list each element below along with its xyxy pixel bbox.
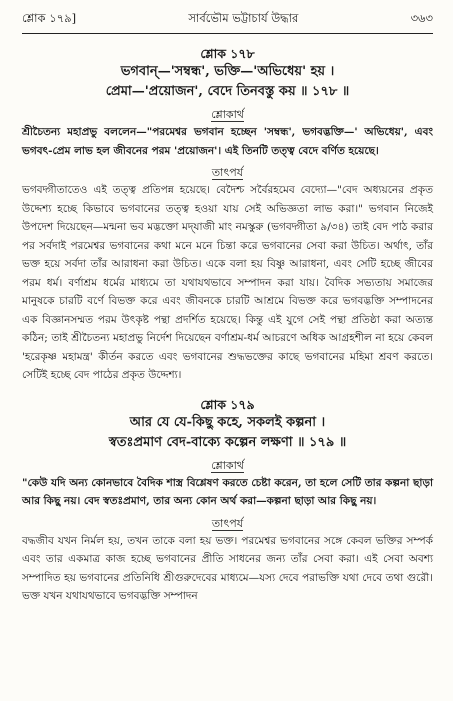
verse-178-line-1: ভগবান্‌—'সম্বন্ধ', ভক্তি—'অভিধেয়' হয় ।: [120, 64, 335, 79]
header-chapter-title: সার্বভৌম ভট্টাচার্য উদ্ধার: [188, 11, 299, 25]
verse-179-translation-heading: শ্লোকার্থ: [211, 458, 244, 472]
verse-178-purport-heading: তাৎপর্য: [211, 166, 244, 179]
header-page-number: ৩৬৩: [410, 11, 433, 25]
verse-179-purport: বদ্ধজীব যখন নির্মল হয়, তখন তাকে বলা হয় ভক্ত। পরমেশ্বর ভগবানের সঙ্গে কেবল ভক্তির সম্পর্ক এবং তার একমাত্র কাজ হচ্ছে ভগবানের প্রীতি সাধনের জন্য তাঁর সেবা করা। এই সেবা অবশ্য সম্পাদিত হয় ভগবানের প্রতিনিধি শ্রীগুরুদেবের মাধ্যমে—যস্য দেবে পরাভক্তি যথা দেবে তথা গুরৌ। ভক্ত যখন যথাযথভাবে ভগবদ্ভক্তি সম্পাদন: [22, 534, 433, 602]
verse-178-translation: শ্রীচৈতন্য মহাপ্রভু বললেন—"পরমেশ্বর ভগবান হচ্ছেন 'সম্বন্ধ', ভগবদ্ভক্তি—' অভিধেয়', এবং ভগবৎ-প্রেম লাভ হল জীবনের পরম 'প্রয়োজন'। এই তিনটি তত্ত্ব বেদে বর্ণিত হয়েছে।: [22, 126, 433, 157]
verse-179-purport-heading: তাৎপর্য: [211, 516, 244, 530]
verse-178-number: শ্লোক ১৭৮: [200, 46, 255, 61]
header-verse-ref: শ্লোক ১৭৯]: [22, 11, 77, 25]
verse-178-purport: ভগবদ্গীতাতেও এই তত্ত্ব প্রতিপন্ন হয়েছে। বেদৈশ্চ সর্বৈরহমেব বেদ্যো—"বেদ অধ্যয়নের প্রকৃত উদ্দেশ্য হচ্ছে কিভাবে ভগবানের তত্ত্ব হওয়া যায় সেই অভিজ্ঞতা লাভ করা।" ভগবান নিজেই উপদেশ দিয়েছেন—মন্মনা ভব মদ্ভক্তো মদ্‌যাজী মাং নমস্কুরু (ভগবদ্গীতা ৯/৩৪) তাই বেদ পাঠ করার পর সর্বদাই পরমেশ্বর ভগবানের কথা মনে মনে চিন্তা করে ভগবানের সেবা করা উচিত। অর্থাৎ, তাঁর ভক্ত হয়ে সর্বদা তাঁর আরাধনা করা উচিত। একে বলা হয় বিষ্ণু আরাধনা, এবং সেটি হচ্ছে জীবের পরম ধর্ম। বর্ণাশ্রম ধর্মের মাধ্যমে তা যথাযথভাবে সম্পাদন করা যায়। বৈদিক সভ্যতায় সমাজের মানুষকে চারটি বর্ণে বিভক্ত করে এবং জীবনকে চারটি আশ্রমে বিভক্ত করে ভগবদ্ভক্তি সম্পাদনের এক বিজ্ঞানসম্মত পরম উৎকৃষ্ট পন্থা প্রদর্শিত হয়েছে। কিন্তু এই যুগে সেই পন্থা প্রতিষ্ঠা করা অত্যন্ত কঠিন; তাই শ্রীচৈতন্য মহাপ্রভু নির্দেশ দিয়েছেন বর্ণাশ্রম-ধর্ম আচরণে অধিক আগ্রহশীল না হয়ে কেবল 'হরেকৃষ্ণ মহামন্ত্র' কীর্তন করতে এবং ভগবানের শুদ্ধভক্তের কাছে ভগবানের মহিমা শ্রবণ করতে। সেটিই হচ্ছে বেদ পাঠের প্রকৃত উদ্দেশ্য।: [22, 184, 433, 381]
running-header: [22, 0, 433, 34]
verse-179-translation: "কেউ যদি অন্য কোনভাবে বৈদিক শাস্ত্র বিশ্লেষণ করতে চেষ্টা করেন, তা হলে সেটি তার কল্পনা ছাড়া আর কিছু নয়। বেদ স্বতঃপ্রমাণ, তার অন্য কোন অর্থ করা—কল্পনা ছাড়া আর কিছু নয়।: [22, 476, 433, 507]
verse-179-number: শ্লোক ১৭৯: [200, 396, 255, 412]
verse-178-translation-heading: শ্লোকার্থ: [211, 108, 244, 121]
verse-179-line-2: স্বতঃপ্রমাণ বেদ-বাক্যে কল্পেন লক্ষণা ॥ ১৭৯ ॥: [108, 434, 347, 450]
verse-179-line-1: আর যে যে-কিছু কহে, সকলই কল্পনা ।: [129, 414, 326, 430]
verse-178-line-2: প্রেমা—'প্রয়োজন', বেদে তিনবস্তু কয় ॥ ১৭৮ ॥: [105, 84, 350, 99]
